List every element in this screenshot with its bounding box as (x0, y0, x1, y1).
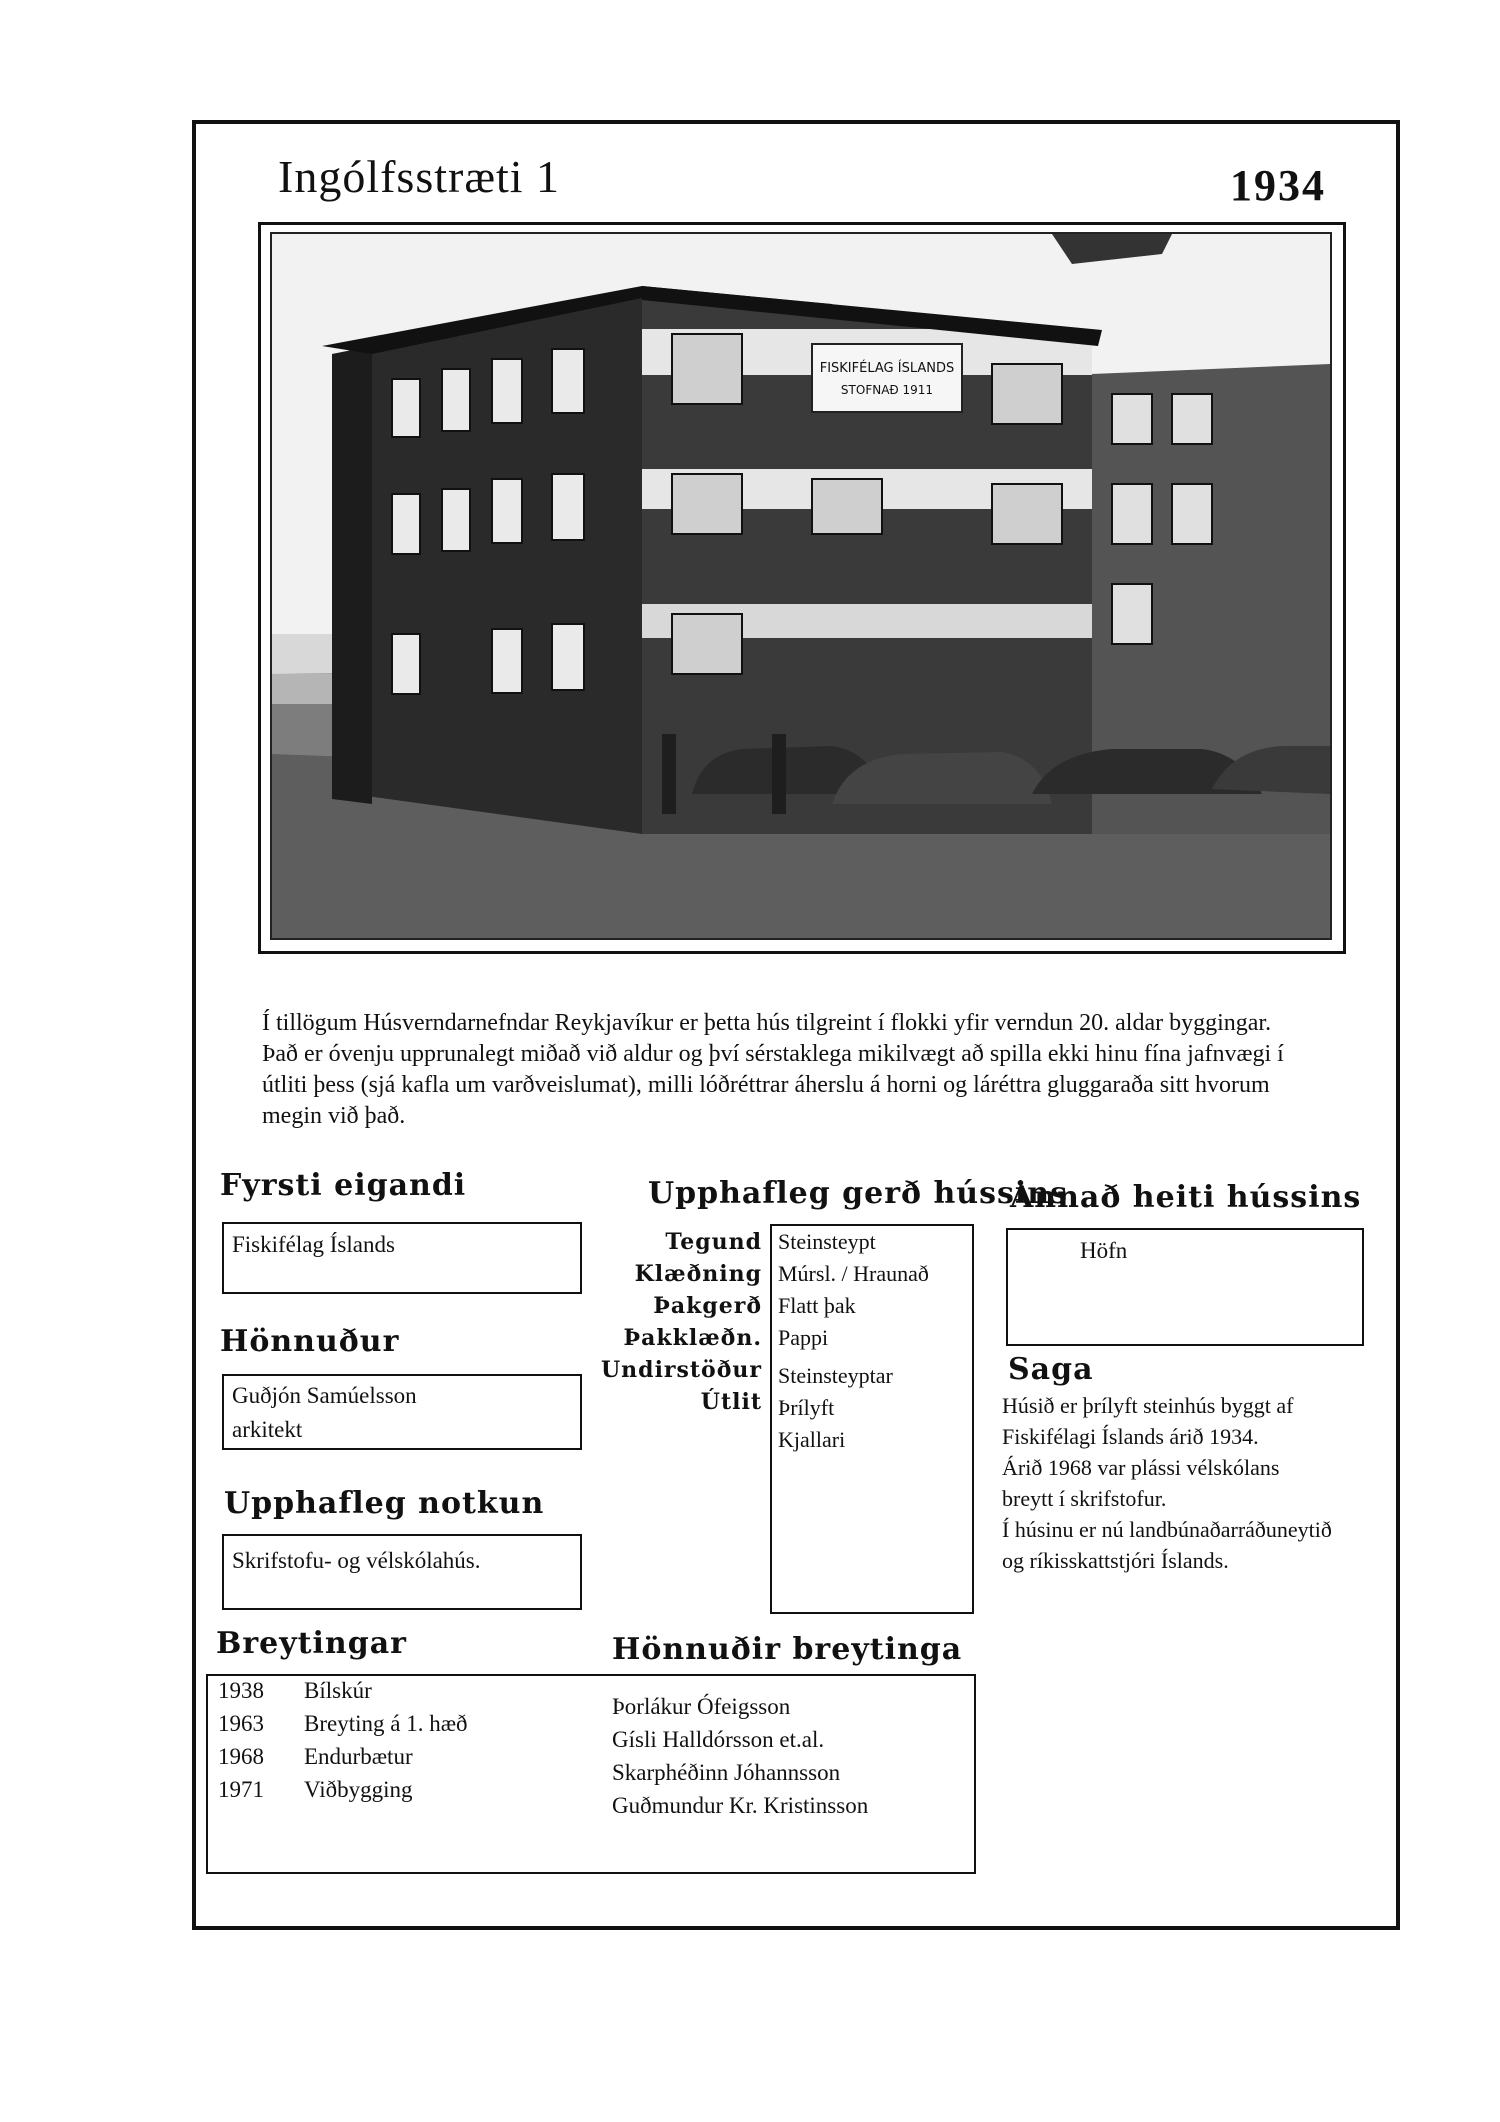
designer-box (222, 1374, 582, 1450)
change-designer: Þorlákur Ófeigsson (612, 1694, 791, 1719)
description-line: Í tillögum Húsverndarnefndar Reykjavíkur er þetta hús tilgreint í flokki yfir verndun 20. aldar byggingar. (262, 1010, 1272, 1036)
building-photo (270, 232, 1332, 940)
saga-line: Í húsinu er nú landbúnaðarráðuneytið (1002, 1517, 1332, 1542)
build-year: 1934 (1230, 161, 1326, 210)
cladding-value: Múrsl. / Hraunað (778, 1261, 929, 1286)
description (262, 1008, 1312, 1132)
designer-heading: Hönnuður (220, 1324, 400, 1359)
original-use-box (222, 1534, 582, 1610)
building-illustration (272, 234, 1330, 938)
type-label: Tegund (665, 1229, 762, 1255)
original-use-value: Skrifstofu- og vélskólahús. (232, 1548, 481, 1573)
saga-line: Húsið er þrílyft steinhús byggt af (1002, 1393, 1294, 1418)
change-row: 1968 Endurbætur (218, 1744, 413, 1769)
roof-type-value: Flatt þak (778, 1293, 856, 1318)
changes-heading: Breytingar (216, 1626, 407, 1661)
change-designer: Skarphéðinn Jóhannsson (612, 1760, 841, 1785)
change-row: 1963 Breyting á 1. hæð (218, 1711, 468, 1736)
change-row: 1938 Bílskúr (218, 1678, 372, 1703)
saga-heading: Saga (1008, 1352, 1094, 1387)
sign-line-2: STOFNAÐ 1911 (840, 383, 934, 397)
first-owner-value: Fiskifélag Íslands (232, 1232, 395, 1257)
change-row: 1971 Viðbygging (218, 1777, 413, 1802)
change-designers-list (612, 1690, 972, 1822)
saga-line: Fiskifélagi Íslands árið 1934. (1002, 1424, 1259, 1449)
saga-line: breytt í skrifstofur. (1002, 1486, 1167, 1511)
first-owner-box (222, 1222, 582, 1294)
roof-type-label: Þakgerð (653, 1293, 762, 1319)
type-value: Steinsteypt (778, 1229, 876, 1254)
appearance-label: Útlit (700, 1389, 762, 1415)
foundation-value: Steinsteyptar (778, 1363, 893, 1388)
other-name-heading: Annað heiti hússins (1010, 1180, 1362, 1215)
roof-cover-value: Pappi (778, 1325, 829, 1350)
saga-text (1002, 1390, 1382, 1576)
basement-value: Kjallari (778, 1427, 846, 1452)
page-title: Ingólfsstræti 1 (278, 151, 561, 202)
designer-title: arkitekt (232, 1417, 303, 1442)
change-designers-heading: Hönnuðir breytinga (612, 1632, 963, 1667)
sign-line-1: FISKIFÉLAG ÍSLANDS (819, 361, 955, 376)
cladding-label: Klæðning (634, 1261, 762, 1287)
original-type-box (770, 1224, 974, 1614)
appearance-value: Þrílyft (778, 1395, 835, 1420)
first-owner-heading: Fyrsti eigandi (220, 1168, 467, 1203)
changes-list (218, 1674, 598, 1806)
description-line: útliti þess (sjá kafla um varðveislumat), milli lóðréttrar áherslu á horni og láréttra gluggaraða sitt hvorum (262, 1072, 1270, 1098)
change-designer: Gísli Halldórsson et.al. (612, 1727, 825, 1752)
original-type-labels (600, 1226, 762, 1418)
designer-name: Guðjón Samúelsson (232, 1383, 417, 1408)
saga-line: Árið 1968 var plássi vélskólans (1002, 1455, 1280, 1480)
other-name-value: Höfn (1080, 1238, 1128, 1263)
description-line: megin við það. (262, 1103, 406, 1129)
original-type-heading: Upphafleg gerð hússins (648, 1176, 1068, 1211)
other-name-box (1006, 1228, 1364, 1346)
foundation-label: Undirstöður (601, 1357, 762, 1383)
roof-cover-label: Þakklæðn. (623, 1325, 762, 1351)
saga-line: og ríkisskattstjóri Íslands. (1002, 1548, 1229, 1573)
change-designer: Guðmundur Kr. Kristinsson (612, 1793, 869, 1818)
original-use-heading: Upphafleg notkun (224, 1486, 545, 1521)
description-line: Það er óvenju upprunalegt miðað við aldur og því sérstaklega mikilvægt að spilla ekki hinu fína jafnvægi í (262, 1041, 1284, 1067)
